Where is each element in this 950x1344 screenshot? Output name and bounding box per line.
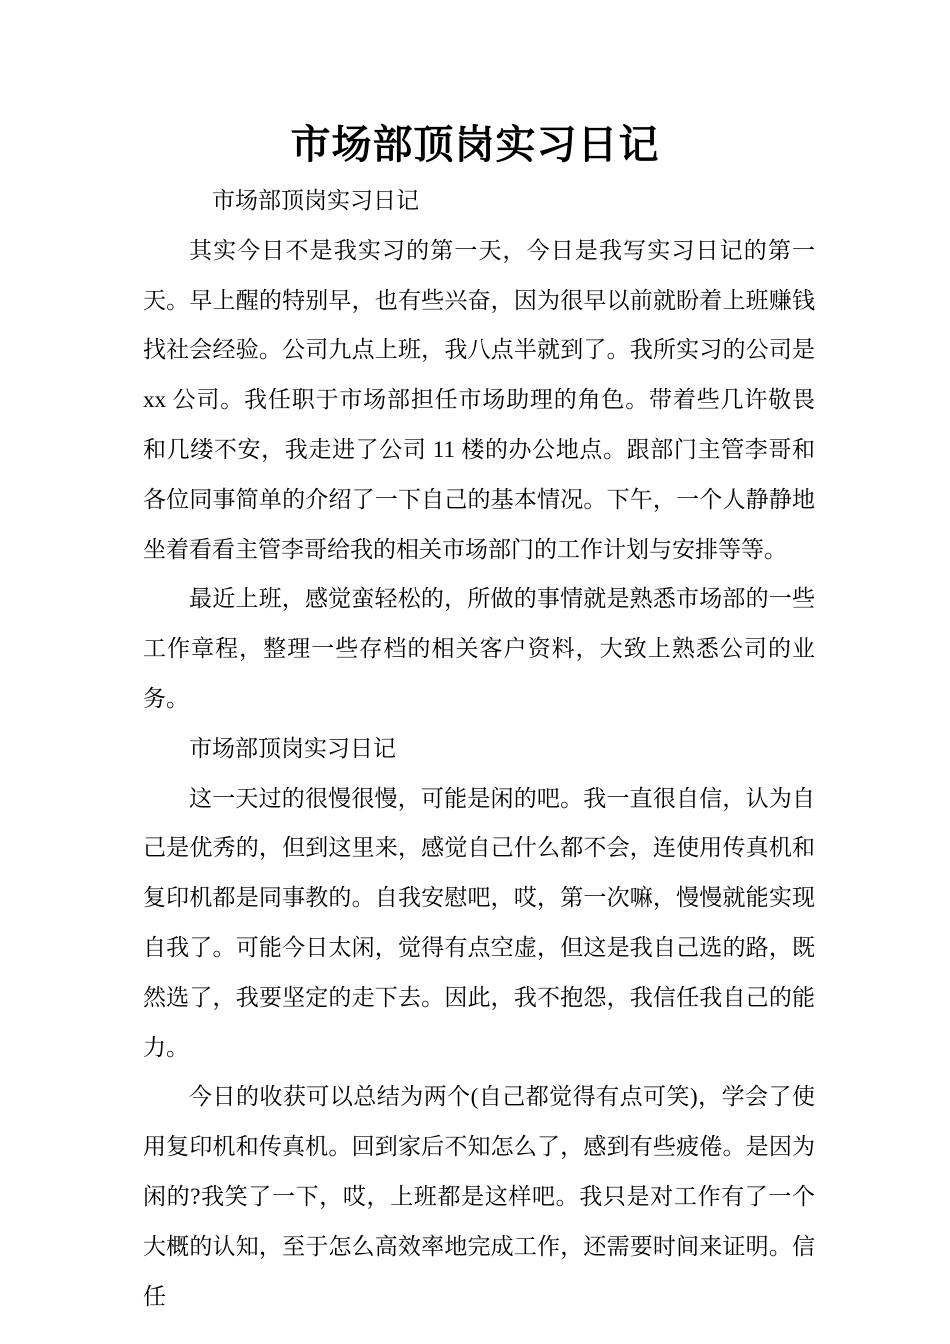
paragraph-diary-entry-2-harvest: 今日的收获可以总结为两个(自己都觉得有点可笑)，学会了使用复印机和传真机。回到家后不知怎么了，感到有些疲倦。是因为闲的?我笑了一下，哎，上班都是这样吧。我只是对工作有了一个大概的认知，至于怎么高效率地完成工作，还需要时间来证明。信任 — [143, 1084, 815, 1309]
paragraph-diary-entry-1: 其实今日不是我实习的第一天，今日是我写实习日记的第一天。早上醒的特别早，也有些兴奋，因为很早以前就盼着上班赚钱找社会经验。公司九点上班，我八点半就到了。我所实习的公司是 xx 公司。我任职于市场部担任市场助理的角色。带着些几许敬畏和几缕不安，我走进了公司 11 楼的办公地点。跟部门主管李哥和各位同事简单的介绍了一下自己的基本情况。下午，一个人静静地坐着看看主管李哥给我的相关市场部门的工作计划与安排等等。 — [143, 237, 815, 562]
paragraph-subtitle-2: 市场部顶岗实习日记 — [189, 735, 396, 761]
paragraph-subtitle-1: 市场部顶岗实习日记 — [212, 188, 419, 213]
paragraph-diary-entry-2: 这一天过的很慢很慢，可能是闲的吧。我一直很自信，认为自己是优秀的，但到这里来，感觉自己什么都不会，连使用传真机和复印机都是同事教的。自我安慰吧，哎，第一次嘛，慢慢就能实现自我了。可能今日太闲，觉得有点空虚，但这是我自己选的路，既然选了，我要坚定的走下去。因此，我不抱怨，我信任我自己的能力。 — [143, 785, 815, 1060]
paragraph-diary-entry-1-summary: 最近上班，感觉蛮轻松的，所做的事情就是熟悉市场部的一些工作章程，整理一些存档的相关客户资料，大致上熟悉公司的业务。 — [143, 586, 815, 711]
document-body — [143, 176, 815, 1321]
document-title: 市场部顶岗实习日记 — [290, 123, 660, 167]
